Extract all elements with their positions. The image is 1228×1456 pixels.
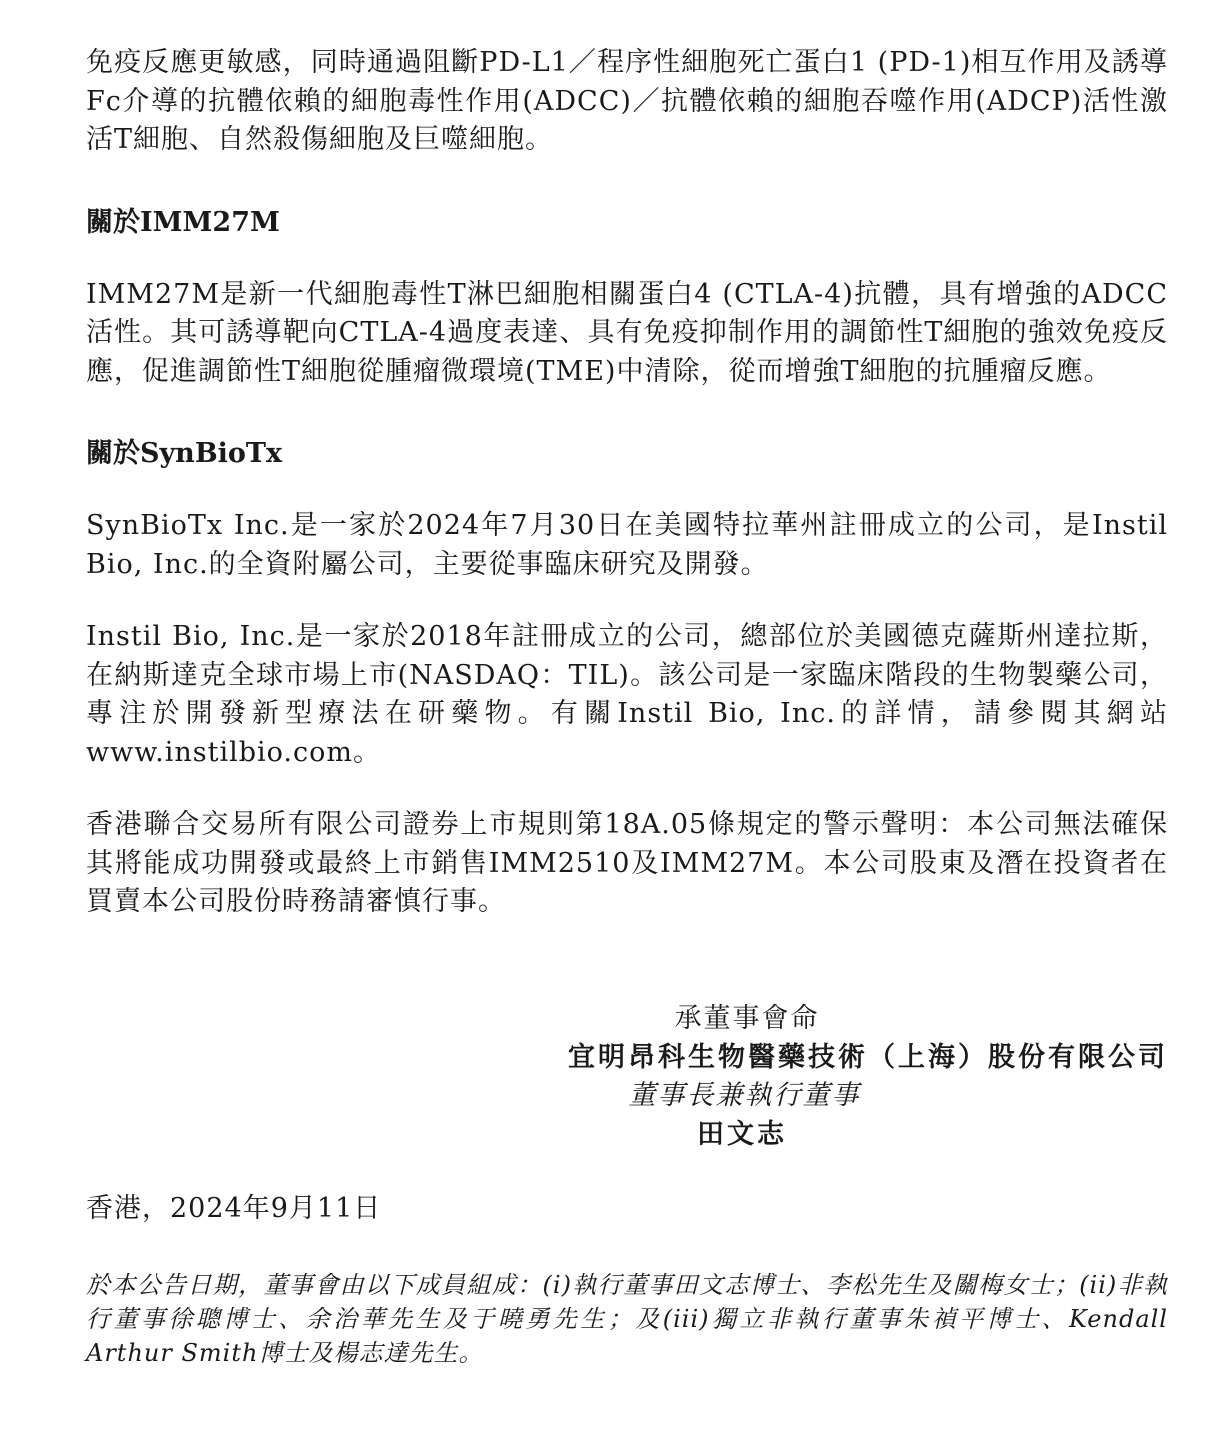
intro-continuation-paragraph: 免疫反應更敏感，同時通過阻斷PD-L1／程序性細胞死亡蛋白1 (PD-1)相互作用及誘導Fc介導的抗體依賴的細胞毒性作用(ADCC)／抗體依賴的細胞吞噬作用(ADCP)活性激活T細胞、自然殺傷細胞及巨噬細胞。 <box>86 47 1168 155</box>
signature-company: 宜明昂科生物醫藥技術（上海）股份有限公司 <box>568 1041 1168 1073</box>
imm27m-heading: 關於IMM27M <box>86 206 280 238</box>
instil-paragraph: Instil Bio, Inc.是一家於2018年註冊成立的公司，總部位於美國德克薩斯州達拉斯，在納斯達克全球市場上市(NASDAQ：TIL)。該公司是一家臨床階段的生物製藥公司，專注於開發新型療法在研藥物。有關Instil Bio, Inc.的詳情，請參閱其網站www.instilbio.com。 <box>86 621 1168 768</box>
synbiotx-paragraph: SynBioTx Inc.是一家於2024年7月30日在美國特拉華州註冊成立的公司，是Instil Bio, Inc.的全資附屬公司，主要從事臨床研究及開發。 <box>86 510 1168 580</box>
date-line: 香港，2024年9月11日 <box>86 1193 382 1224</box>
announcement-body <box>86 44 1168 922</box>
signature-name: 田文志 <box>697 1118 787 1150</box>
imm27m-paragraph: IMM27M是新一代細胞毒性T淋巴細胞相關蛋白4 (CTLA-4)抗體，具有增強的ADCC活性。其可誘導靶向CTLA-4過度表達、具有免疫抑制作用的調節性T細胞的強效免疫反應，促進調節性T細胞從腫瘤微環境(TME)中清除，從而增強T細胞的抗腫瘤反應。 <box>86 278 1168 387</box>
signature-title: 董事長兼執行董事 <box>628 1080 861 1111</box>
warning-statement-paragraph: 香港聯合交易所有限公司證券上市規則第18A.05條規定的警示聲明：本公司無法確保其將能成功開發或最終上市銷售IMM2510及IMM27M。本公司股東及潛在投資者在買賣本公司股份時務請審慎行事。 <box>86 809 1168 917</box>
synbiotx-heading: 關於SynBioTx <box>86 438 283 469</box>
signature-order: 承董事會命 <box>674 1003 820 1034</box>
board-composition-footnote: 於本公告日期，董事會由以下成員組成：(i)執行董事田文志博士、李松先生及關梅女士；(ii)非執行董事徐聰博士、余治華先生及于曉勇先生；及(iii)獨立非執行董事朱禎平博士、Kendall Arthur Smith博士及楊志達先生。 <box>86 1271 1168 1367</box>
signature-block <box>86 1000 1168 1154</box>
